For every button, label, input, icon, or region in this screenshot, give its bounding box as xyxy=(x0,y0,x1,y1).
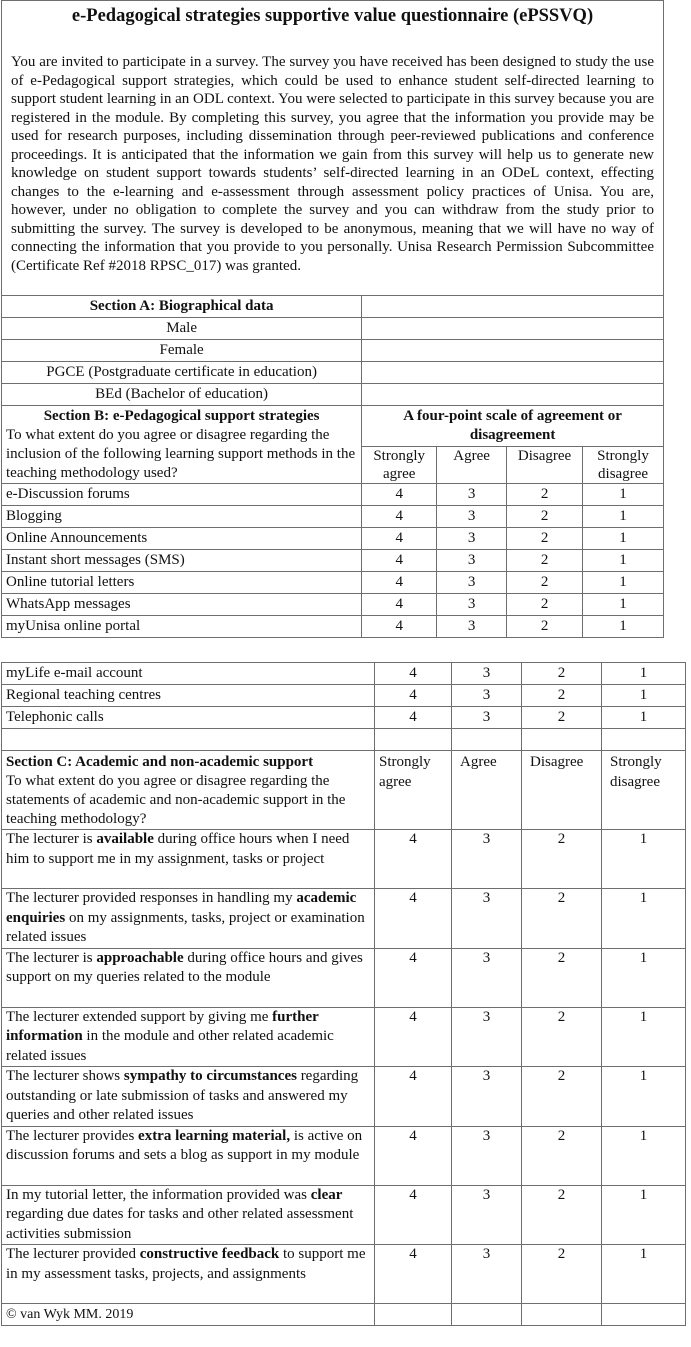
statement-pre: The lecturer provided xyxy=(6,1246,140,1262)
strategy-label: WhatsApp messages xyxy=(2,594,362,616)
statement-row xyxy=(2,1007,686,1067)
score-option-strongly-agree[interactable]: 4 xyxy=(362,506,437,528)
score-option-agree[interactable]: 3 xyxy=(437,484,507,506)
c-scale-disagree: Disagree xyxy=(522,751,602,830)
section-a-response-cell[interactable] xyxy=(362,296,664,318)
score-option-agree[interactable]: 3 xyxy=(437,616,507,638)
score-option-disagree[interactable]: 2 xyxy=(507,616,583,638)
bio-response-male[interactable] xyxy=(362,318,664,340)
bio-row xyxy=(2,340,664,362)
statement-pre: The lecturer is xyxy=(6,949,97,966)
scale-strongly-disagree: Strongly disagree xyxy=(583,446,664,483)
strategy-label: myLife e-mail account xyxy=(2,663,375,685)
strategy-row xyxy=(2,616,664,638)
strategy-label: Regional teaching centres xyxy=(2,685,375,707)
statement-row xyxy=(2,889,686,949)
score-option-strongly-agree[interactable]: 4 xyxy=(375,830,452,889)
scale-heading: A four-point scale of agreement or disagreement xyxy=(362,406,664,447)
c-scale-strongly-disagree: Strongly disagree xyxy=(602,751,686,830)
section-c-question: To what extent do you agree or disagree regarding the statements of academic and non-academic support in the teaching methodology? xyxy=(6,773,346,827)
score-option-strongly-agree[interactable]: 4 xyxy=(375,1007,452,1067)
section-b-heading: Section B: e-Pedagogical support strategies xyxy=(43,408,320,424)
bio-item-male: Male xyxy=(2,318,362,340)
score-option-agree[interactable]: 3 xyxy=(452,1007,522,1067)
strategy-row xyxy=(2,506,664,528)
score-option-agree[interactable]: 3 xyxy=(452,1185,522,1245)
statement-text xyxy=(2,1126,375,1185)
score-option-strongly-agree[interactable]: 4 xyxy=(375,663,452,685)
strategy-label: Telephonic calls xyxy=(2,707,375,729)
score-option-agree[interactable]: 3 xyxy=(452,948,522,1007)
score-option-strongly-disagree[interactable]: 1 xyxy=(583,506,664,528)
statement-text xyxy=(2,948,375,1007)
score-option-strongly-disagree[interactable]: 1 xyxy=(583,528,664,550)
strategy-label: Blogging xyxy=(2,506,362,528)
spacer-row xyxy=(2,729,686,751)
strategy-row xyxy=(2,484,664,506)
score-option-strongly-disagree[interactable]: 1 xyxy=(602,685,686,707)
statement-post: during office hours when I need him to support me in my assignment, tasks or project xyxy=(6,831,350,867)
statement-emphasis: academic enquiries xyxy=(6,890,357,926)
strategy-row xyxy=(2,572,664,594)
statement-row xyxy=(2,948,686,1007)
score-option-disagree[interactable]: 2 xyxy=(507,594,583,616)
score-option-disagree[interactable]: 2 xyxy=(507,550,583,572)
score-option-disagree[interactable]: 2 xyxy=(522,663,602,685)
questionnaire-table-part1 xyxy=(1,0,664,638)
score-option-strongly-disagree[interactable]: 1 xyxy=(583,572,664,594)
score-option-strongly-agree[interactable]: 4 xyxy=(375,1245,452,1304)
statement-emphasis: clear xyxy=(310,1186,343,1203)
scale-agree: Agree xyxy=(437,446,507,483)
score-option-disagree[interactable]: 2 xyxy=(522,830,602,889)
document-title: e-Pedagogical strategies supportive value questionnaire (ePSSVQ) xyxy=(2,1,664,28)
statement-pre: The lecturer shows xyxy=(6,1068,124,1084)
score-option-agree[interactable]: 3 xyxy=(452,830,522,889)
section-b-question: To what extent do you agree or disagree regarding the inclusion of the following learning support methods in the teaching methodology used? xyxy=(6,427,356,481)
bio-row xyxy=(2,318,664,340)
statement-text xyxy=(2,889,375,949)
c-scale-strongly-agree: Strongly agree xyxy=(375,751,452,830)
strategy-row xyxy=(2,707,686,729)
score-option-strongly-disagree[interactable]: 1 xyxy=(602,1067,686,1127)
statement-pre: The lecturer is xyxy=(6,831,97,847)
section-c-heading: Section C: Academic and non-academic support xyxy=(6,754,314,770)
statement-row xyxy=(2,1185,686,1245)
score-option-strongly-agree[interactable]: 4 xyxy=(375,1067,452,1127)
score-option-agree[interactable]: 3 xyxy=(452,1245,522,1304)
score-option-strongly-disagree[interactable]: 1 xyxy=(583,616,664,638)
statement-text xyxy=(2,1245,375,1304)
score-option-strongly-agree[interactable]: 4 xyxy=(362,572,437,594)
score-option-disagree[interactable]: 2 xyxy=(507,572,583,594)
statement-emphasis: approachable xyxy=(96,949,184,966)
section-a-heading: Section A: Biographical data xyxy=(2,296,362,318)
statement-pre: The lecturer provided responses in handling my xyxy=(6,890,297,906)
statement-text xyxy=(2,1007,375,1067)
statement-post: during office hours and gives support on my queries related to the module xyxy=(6,949,363,985)
score-option-agree[interactable]: 3 xyxy=(437,528,507,550)
score-option-strongly-agree[interactable]: 4 xyxy=(375,948,452,1007)
score-option-strongly-agree[interactable]: 4 xyxy=(362,550,437,572)
score-option-strongly-agree[interactable]: 4 xyxy=(362,528,437,550)
strategy-row xyxy=(2,550,664,572)
statement-text xyxy=(2,830,375,889)
score-option-agree[interactable]: 3 xyxy=(452,889,522,949)
intro-paragraph: You are invited to participate in a survey. The survey you have received has been designed to study the use of e-Pedagogical support strategies, which could be used to enhance student self-directed learning to support student learning in an ODL context. You were selected to participate in this survey because you are registered in the module. By completing this survey, you agree that the information you provide may be used for research purposes, including dissemination through peer-reviewed publications and conference proceedings. It is anticipated that the information we gain from this survey will help us to generate new knowledge on student support towards students’ self-directed learning in an ODeL context, effecting changes to the e-learning and e-assessment through assessment policy practices of Unisa. You are, however, under no obligation to complete the survey and you can withdraw from the study prior to submitting the survey. The survey is developed to be anonymous, meaning that we will have no way of connecting the information that you provide to you personally. Unisa Research Permission Subcommittee (Certificate Ref #2018 RPSC_017) was granted. xyxy=(2,27,664,296)
score-option-disagree[interactable]: 2 xyxy=(507,484,583,506)
score-option-disagree[interactable]: 2 xyxy=(522,1126,602,1185)
score-option-strongly-disagree[interactable]: 1 xyxy=(602,830,686,889)
score-option-strongly-disagree[interactable]: 1 xyxy=(602,1126,686,1185)
bio-response-pgce[interactable] xyxy=(362,362,664,384)
score-option-strongly-disagree[interactable]: 1 xyxy=(602,1007,686,1067)
statement-row xyxy=(2,830,686,889)
score-option-disagree[interactable]: 2 xyxy=(522,1245,602,1304)
score-option-agree[interactable]: 3 xyxy=(452,1067,522,1127)
statement-emphasis: sympathy to circumstances xyxy=(123,1068,297,1084)
bio-row xyxy=(2,384,664,406)
score-option-disagree[interactable]: 2 xyxy=(522,1185,602,1245)
statement-text xyxy=(2,1185,375,1245)
statement-post: is active on discussion forums and sets a blog as support in my module xyxy=(6,1127,363,1163)
score-option-disagree[interactable]: 2 xyxy=(522,707,602,729)
bio-item-female: Female xyxy=(2,340,362,362)
score-option-strongly-disagree[interactable]: 1 xyxy=(602,1245,686,1304)
statement-pre: The lecturer provides xyxy=(6,1127,139,1144)
score-option-strongly-agree[interactable]: 4 xyxy=(362,616,437,638)
statement-pre: The lecturer extended support by giving me xyxy=(6,1008,273,1025)
score-option-strongly-agree[interactable]: 4 xyxy=(375,685,452,707)
score-option-strongly-agree[interactable]: 4 xyxy=(362,594,437,616)
strategy-row xyxy=(2,594,664,616)
score-option-agree[interactable]: 3 xyxy=(452,1126,522,1185)
statement-post: regarding due dates for tasks and other related assessment activities submission xyxy=(6,1206,354,1242)
statement-row xyxy=(2,1126,686,1185)
score-option-disagree[interactable]: 2 xyxy=(507,528,583,550)
bio-item-bed: BEd (Bachelor of education) xyxy=(2,384,362,406)
section-c-header xyxy=(2,751,375,830)
statement-emphasis: further information xyxy=(6,1008,319,1044)
statement-pre: In my tutorial letter, the information provided was xyxy=(6,1186,311,1203)
score-option-strongly-agree[interactable]: 4 xyxy=(375,889,452,949)
strategy-label: Instant short messages (SMS) xyxy=(2,550,362,572)
score-option-strongly-disagree[interactable]: 1 xyxy=(602,663,686,685)
score-option-strongly-agree[interactable]: 4 xyxy=(375,1185,452,1245)
score-option-strongly-disagree[interactable]: 1 xyxy=(583,550,664,572)
score-option-disagree[interactable]: 2 xyxy=(522,1007,602,1067)
score-option-strongly-disagree[interactable]: 1 xyxy=(602,707,686,729)
statement-emphasis: available xyxy=(96,831,154,847)
copyright: © van Wyk MM. 2019 xyxy=(2,1304,375,1326)
score-option-disagree[interactable]: 2 xyxy=(522,685,602,707)
bio-row xyxy=(2,362,664,384)
score-option-strongly-agree[interactable]: 4 xyxy=(375,707,452,729)
score-option-agree[interactable]: 3 xyxy=(452,663,522,685)
statement-row xyxy=(2,1245,686,1304)
score-option-disagree[interactable]: 2 xyxy=(522,889,602,949)
strategy-label: Online tutorial letters xyxy=(2,572,362,594)
score-option-agree[interactable]: 3 xyxy=(437,594,507,616)
score-option-strongly-disagree[interactable]: 1 xyxy=(602,889,686,949)
statement-text xyxy=(2,1067,375,1127)
strategy-label: e-Discussion forums xyxy=(2,484,362,506)
questionnaire-table-part2 xyxy=(1,662,686,1326)
score-option-strongly-disagree[interactable]: 1 xyxy=(602,1185,686,1245)
score-option-strongly-disagree[interactable]: 1 xyxy=(583,594,664,616)
scale-strongly-agree: Strongly agree xyxy=(362,446,437,483)
score-option-disagree[interactable]: 2 xyxy=(522,948,602,1007)
score-option-strongly-agree[interactable]: 4 xyxy=(362,484,437,506)
strategy-row xyxy=(2,528,664,550)
statement-post: regarding outstanding or late submission of tasks and answered my queries and other related issues xyxy=(6,1068,359,1123)
statement-emphasis: constructive feedback xyxy=(139,1246,280,1262)
strategy-row xyxy=(2,663,686,685)
strategy-row xyxy=(2,685,686,707)
score-option-agree[interactable]: 3 xyxy=(437,506,507,528)
score-option-agree[interactable]: 3 xyxy=(452,707,522,729)
statement-post: to support me in my assessment tasks, projects, and assignments xyxy=(6,1246,366,1282)
score-option-agree[interactable]: 3 xyxy=(437,572,507,594)
scale-disagree: Disagree xyxy=(507,446,583,483)
strategy-label: myUnisa online portal xyxy=(2,616,362,638)
statement-row xyxy=(2,1067,686,1127)
c-scale-agree: Agree xyxy=(452,751,522,830)
score-option-strongly-disagree[interactable]: 1 xyxy=(602,948,686,1007)
score-option-disagree[interactable]: 2 xyxy=(522,1067,602,1127)
strategy-label: Online Announcements xyxy=(2,528,362,550)
bio-response-female[interactable] xyxy=(362,340,664,362)
score-option-agree[interactable]: 3 xyxy=(437,550,507,572)
score-option-agree[interactable]: 3 xyxy=(452,685,522,707)
score-option-strongly-agree[interactable]: 4 xyxy=(375,1126,452,1185)
score-option-strongly-disagree[interactable]: 1 xyxy=(583,484,664,506)
statement-emphasis: extra learning material, xyxy=(138,1127,291,1144)
score-option-disagree[interactable]: 2 xyxy=(507,506,583,528)
bio-response-bed[interactable] xyxy=(362,384,664,406)
statement-post: on my assignments, tasks, project or examination related issues xyxy=(6,909,365,945)
section-b-header xyxy=(2,406,362,484)
bio-item-pgce: PGCE (Postgraduate certificate in education) xyxy=(2,362,362,384)
statement-post: in the module and other related academic related issues xyxy=(6,1028,334,1064)
